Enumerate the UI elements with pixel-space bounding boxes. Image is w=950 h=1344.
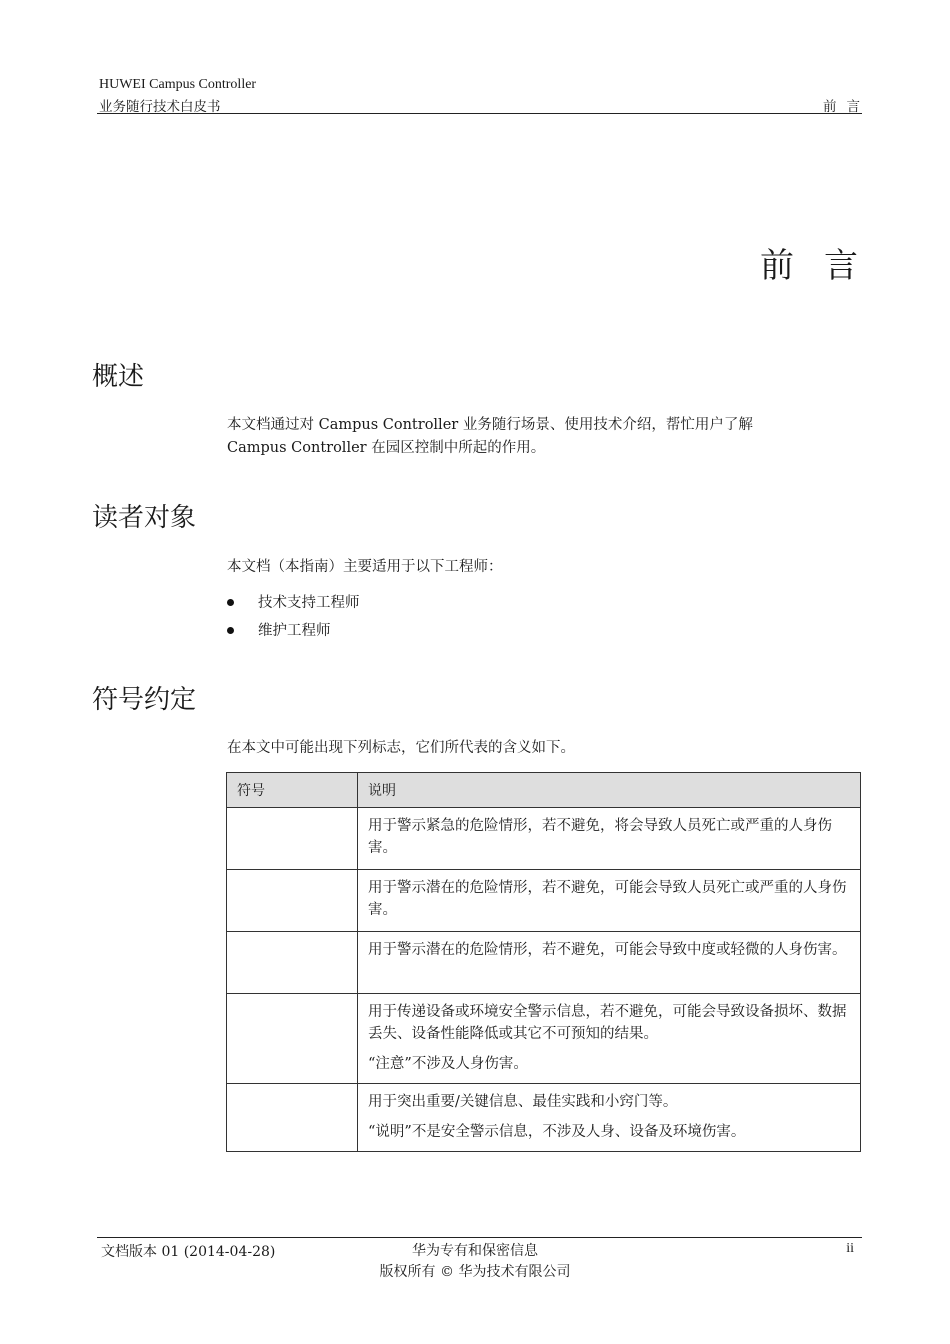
description-text: 用于警示潜在的危险情形，若不避免，可能会导致人员死亡或严重的人身伤害。: [368, 880, 847, 918]
conventions-heading: 符号约定: [92, 685, 197, 715]
footer-divider: [97, 1237, 862, 1238]
symbol-cell: [227, 932, 358, 994]
description-text: 用于突出重要/关键信息、最佳实践和小窍门等。: [368, 1094, 678, 1110]
description-note: “注意”不涉及人身伤害。: [368, 1056, 528, 1072]
table-row: [227, 870, 861, 932]
overview-line-2: Campus Controller 在园区控制中所起的作用。: [227, 440, 546, 456]
symbol-cell: [227, 808, 358, 870]
symbol-conventions-table: [226, 772, 861, 1152]
symbol-cell: [227, 994, 358, 1084]
audience-intro: 本文档（本指南）主要适用于以下工程师：: [227, 559, 503, 575]
description-text: 用于警示潜在的危险情形，若不避免，可能会导致中度或轻微的人身伤害。: [368, 942, 847, 958]
footer-confidential-notice: 华为专有和保密信息: [412, 1243, 538, 1259]
audience-list-item: [227, 591, 360, 612]
description-cell: [358, 870, 861, 932]
footer-legal: [0, 1241, 950, 1283]
page-header: [97, 77, 870, 115]
description-cell: [358, 932, 861, 994]
conventions-intro: 在本文中可能出现下列标志，它们所代表的含义如下。: [227, 740, 575, 756]
header-document-title: 业务随行技术白皮书: [99, 99, 221, 115]
footer-page-number: ii: [846, 1241, 854, 1256]
audience-item-label: 维护工程师: [258, 623, 331, 639]
column-header-symbol: 符号: [227, 773, 358, 808]
symbol-cell: [227, 870, 358, 932]
column-header-description: 说明: [358, 773, 861, 808]
overview-heading: 概述: [92, 362, 145, 392]
table-row: [227, 994, 861, 1084]
footer-document-version: 文档版本 01 (2014-04-28): [101, 1244, 276, 1260]
description-cell: [358, 994, 861, 1084]
bullet-icon: [227, 599, 234, 606]
overview-paragraph: [227, 414, 753, 460]
audience-item-label: 技术支持工程师: [258, 595, 360, 611]
audience-heading: 读者对象: [92, 503, 197, 533]
table-row: [227, 1084, 861, 1152]
bullet-icon: [227, 627, 234, 634]
page-title: 前言: [760, 246, 888, 286]
audience-list-item: [227, 619, 331, 640]
description-text: 用于警示紧急的危险情形，若不避免，将会导致人员死亡或严重的人身伤害。: [368, 818, 832, 856]
header-section-name: 前言: [823, 99, 870, 115]
header-product-name: HUWEI Campus Controller: [99, 77, 257, 92]
description-cell: [358, 808, 861, 870]
table-row: [227, 932, 861, 994]
description-text: 用于传递设备或环境安全警示信息，若不避免，可能会导致设备损坏、数据丢失、设备性能降低或其它不可预知的结果。: [368, 1004, 847, 1042]
table-row: [227, 808, 861, 870]
description-cell: [358, 1084, 861, 1152]
overview-line-1: 本文档通过对 Campus Controller 业务随行场景、使用技术介绍，帮忙用户了解: [227, 417, 753, 433]
footer-copyright: 版权所有 © 华为技术有限公司: [379, 1264, 571, 1280]
description-note: “说明”不是安全警示信息，不涉及人身、设备及环境伤害。: [368, 1124, 746, 1140]
table-header-row: [227, 773, 861, 808]
symbol-cell: [227, 1084, 358, 1152]
